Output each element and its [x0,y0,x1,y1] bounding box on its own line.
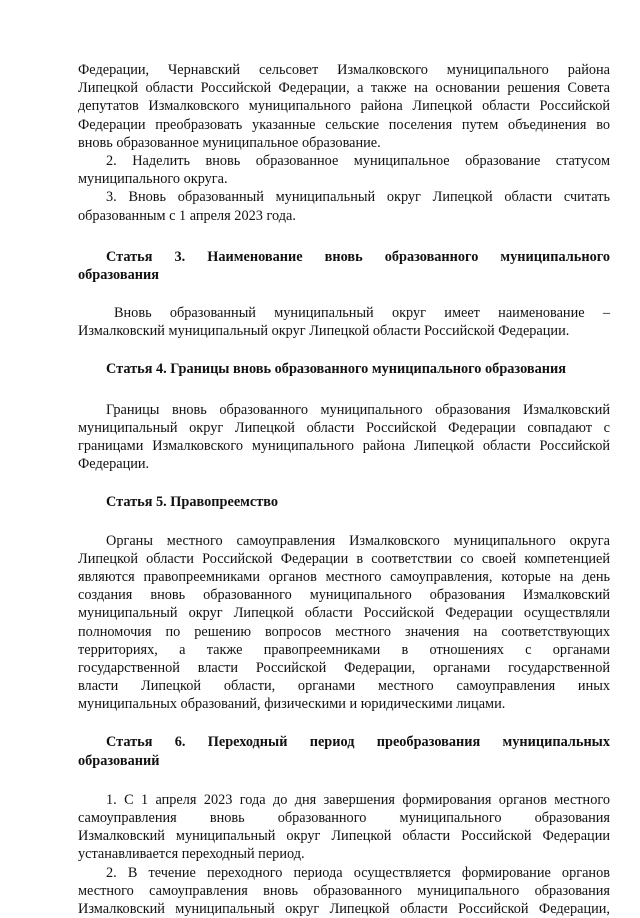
spacer [78,379,610,401]
text-line: Вновь образованный муниципальный округ имеет наименование – [114,305,610,322]
article-5-text [78,532,610,714]
text-line: Границы вновь образованного муниципального образования Измалковский [106,401,610,418]
heading-line: образования [78,266,159,283]
heading-line: Статья 6. Переходный период преобразования муниципальных [106,734,610,751]
item-2-paragraph [78,152,610,188]
text-line: полномочия по решению вопросов местного значения на соответствующих [78,623,610,640]
text-line: Федерации преобразовать указанные сельские поселения путем объединения во [78,116,610,133]
text-line: Федерации. [78,456,150,473]
text-line: 3. Вновь образованный муниципальный округ Липецкой области считать [106,189,610,206]
text-line: муниципальный округ Липецкой области Российской Федерации совпадают с [78,419,610,436]
text-line: Органы местного самоуправления Измалковского муниципального округа [106,532,610,549]
article-6-item-2 [78,864,610,918]
heading-line: Статья 3. Наименование вновь образованного муниципального [106,248,610,265]
spacer [78,512,610,532]
article-6-heading [78,733,610,769]
heading-line: образований [78,752,160,769]
intro-paragraph [78,61,610,152]
spacer [78,284,610,304]
text-line: границами Измалковского муниципального района Липецкой области Российской [78,438,610,454]
article-6-item-1 [78,791,610,864]
text-line: власти Липецкой области, органами местного самоуправления иных [78,678,610,695]
spacer [78,340,610,360]
text-line: государственной власти Российской Федерации, органами государственной [78,659,610,676]
article-3-text [78,304,610,340]
spacer [78,713,610,733]
text-line: самоуправления вновь образованного муниципального образования [78,810,610,826]
text-line: Измалковский муниципальный округ Липецкой области Российской Федерации [78,828,610,845]
text-line: Измалковский муниципальный округ Липецкой области Российской Федерации. [78,323,570,340]
text-line: образованным с 1 апреля 2023 года. [78,207,296,224]
text-line: 2. Наделить вновь образованное муниципальное образование статусом [106,152,610,169]
text-line: 2. В течение переходного периода осуществляется формирование органов [106,864,610,881]
text-line: муниципального округа. [78,171,228,188]
item-3-paragraph [78,188,610,224]
text-line: муниципальных образований, физическими и юридическими лицами. [78,696,506,713]
text-line: муниципальный округ Липецкой области Российской Федерации осуществляли [78,605,610,622]
text-line: являются правопреемниками органов местного самоуправления, которые на день [78,568,610,585]
text-line: вновь образованное муниципальное образование. [78,134,381,151]
article-4-text [78,401,610,474]
text-line: Измалковский муниципальный округ Липецкой области Российской Федерации, [78,900,610,917]
spacer [78,770,610,791]
text-line: местного самоуправления вновь образованного муниципального образования [78,882,610,899]
spacer [78,225,610,248]
spacer [78,473,610,493]
text-line: депутатов Измалковского муниципального района Липецкой области Российской [78,98,610,115]
text-line: Липецкой области Российской Федерации, а также на основании решения Совета [78,80,610,97]
article-4-heading: Статья 4. Границы вновь образованного муниципального образования [106,361,566,378]
text-line: территориях, а также правопреемниками в отношениях с органами [78,641,610,658]
text-line: создания вновь образованного муниципального образования Измалковский [78,587,610,604]
document-page [78,61,610,918]
text-line: 1. С 1 апреля 2023 года до дня завершения формирования органов местного [106,791,610,808]
text-line: устанавливается переходный период. [78,846,305,863]
article-3-heading [78,248,610,284]
article-5-heading: Статья 5. Правопреемство [106,494,279,511]
text-line: Федерации, Чернавский сельсовет Измалковского муниципального района [78,62,610,78]
text-line: Липецкой области Российской Федерации в соответствии со своей компетенцией [78,550,610,567]
